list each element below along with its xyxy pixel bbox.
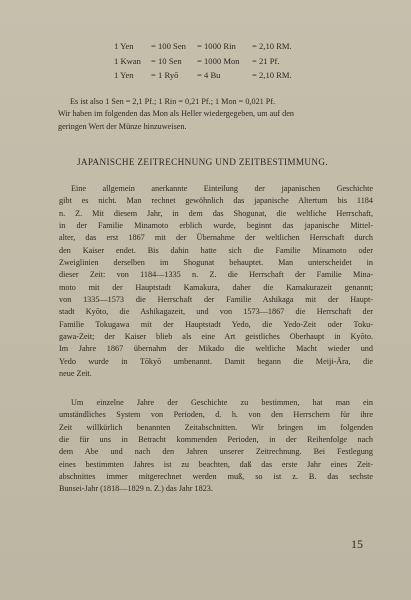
text-line: stadt Kyōto, die Ashikagazeit, und von 1573—1867 die Herrschaft der [59, 307, 373, 317]
text-line: Eine allgemein anerkannte Einteilung der japanischen Geschichte [71, 184, 373, 193]
text-line: umständliches System von Perioden, d. h. von den Herrschern für ihre [59, 410, 373, 420]
page-number: 15 [351, 537, 363, 551]
equivalence-unit: 1 Kwan [114, 55, 141, 66]
equivalence-value: = 2,10 RM. [252, 70, 292, 81]
text-line: in der Familie Minamoto erblich wurde, beginnt das japanische Mittel- [59, 221, 373, 231]
equivalence-value: = 1000 Rin [197, 41, 236, 51]
text-line: Bunsei-Jahr (1818—1829 n. Z.) das Jahr 1823. [59, 484, 213, 494]
text-line: abschnittes immer mitgerechnet werden muß, so ist z. B. das sechste [59, 472, 373, 482]
text-line: Zweiglinien derselben im Shogunat behauptet. Man unterscheidet in [59, 258, 373, 268]
equivalence-value: = 10 Sen [151, 55, 182, 66]
text-line: Um einzelne Jahre der Geschichte zu bestimmen, hat man ein [71, 398, 373, 407]
text-line: Im Jahre 1867 übernahm der Mikado die weltliche Macht wieder und [59, 344, 373, 354]
equivalence-value: = 4 Bu [197, 70, 221, 81]
equivalence-value: = 21 Pf. [252, 55, 280, 66]
text-line: gibt es nicht. Man rechnet gewöhnlich das japanische Altertum bis 1184 [59, 196, 373, 206]
paragraph-chronology [59, 183, 373, 381]
text-line: Wir haben im folgenden das Mon als Heller wiedergegeben, um auf den [58, 109, 294, 119]
text-line: moto mit der Hauptstadt Kamakura, daher die Kamakurazeit genannt; [59, 282, 373, 292]
equivalence-row [114, 39, 354, 54]
equivalence-unit: 1 Yen [114, 41, 134, 51]
equivalence-value: = 100 Sen [151, 41, 186, 51]
text-line: von 1335—1573 die Herrschaft der Familie Ashikaga mit der Haupt- [59, 295, 373, 305]
equivalence-unit: 1 Yen [114, 70, 134, 81]
equivalence-row [114, 68, 354, 83]
text-line: dieser Zeit: von 1184—1335 n. Z. die Herrschaft der Familie Mina- [59, 270, 373, 280]
text-line: Yedo wurde in Tōkyō umbenannt. Damit begann die Meiji-Ära, die [59, 356, 373, 366]
text-line: geringen Wert der Münze hinzuweisen. [58, 121, 187, 131]
currency-note [58, 96, 374, 133]
paragraph-periods [59, 397, 373, 496]
equivalence-value: = 2,10 RM. [252, 41, 292, 51]
equivalence-row [114, 54, 354, 69]
equivalence-value: = 1 Ryō [151, 70, 179, 81]
text-line: die für uns in Betracht kommenden Perioden, in der Reihenfolge nach [59, 435, 373, 445]
text-line: Es ist also 1 Sen = 2,1 Pf.; 1 Rin = 0,21 Pf.; 1 Mon = 0,021 Pf. [70, 97, 276, 106]
section-heading: JAPANISCHE ZEITRECHNUNG UND ZEITBESTIMMUNG. [77, 157, 329, 167]
text-line: neue Zeit. [59, 369, 92, 379]
equivalence-value: = 1000 Mon [197, 55, 240, 66]
text-line: eines bestimmten Jahres ist zu beachten, daß das erste Jahr eines Zeit- [59, 459, 373, 469]
text-line: alter, das erst 1867 mit der Übernahme der weltlichen Herrschaft durch [59, 233, 373, 243]
text-line: dem Abe und nach den Jahren unserer Zeitrechnung. Bei Festlegung [59, 447, 373, 457]
text-line: n. Z. Mit diesem Jahr, in dem das Shogunat, die weltliche Herrschaft, [59, 208, 373, 218]
text-line: den Kaiser endet. Bis dahin hatte sich die Familie Minamoto oder [59, 245, 373, 255]
text-line: gawa-Zeit; der Kaiser blieb als eine Art geistliches Oberhaupt in Kyōto. [59, 332, 373, 342]
text-line: Familie Tokugawa mit der Hauptstadt Yedo, die Yedo-Zeit oder Toku- [59, 319, 373, 329]
currency-equivalence-table [114, 39, 354, 83]
text-line: Zeit willkürlich benannten Zeitabschnitten. Wir bringen im folgenden [59, 422, 373, 432]
